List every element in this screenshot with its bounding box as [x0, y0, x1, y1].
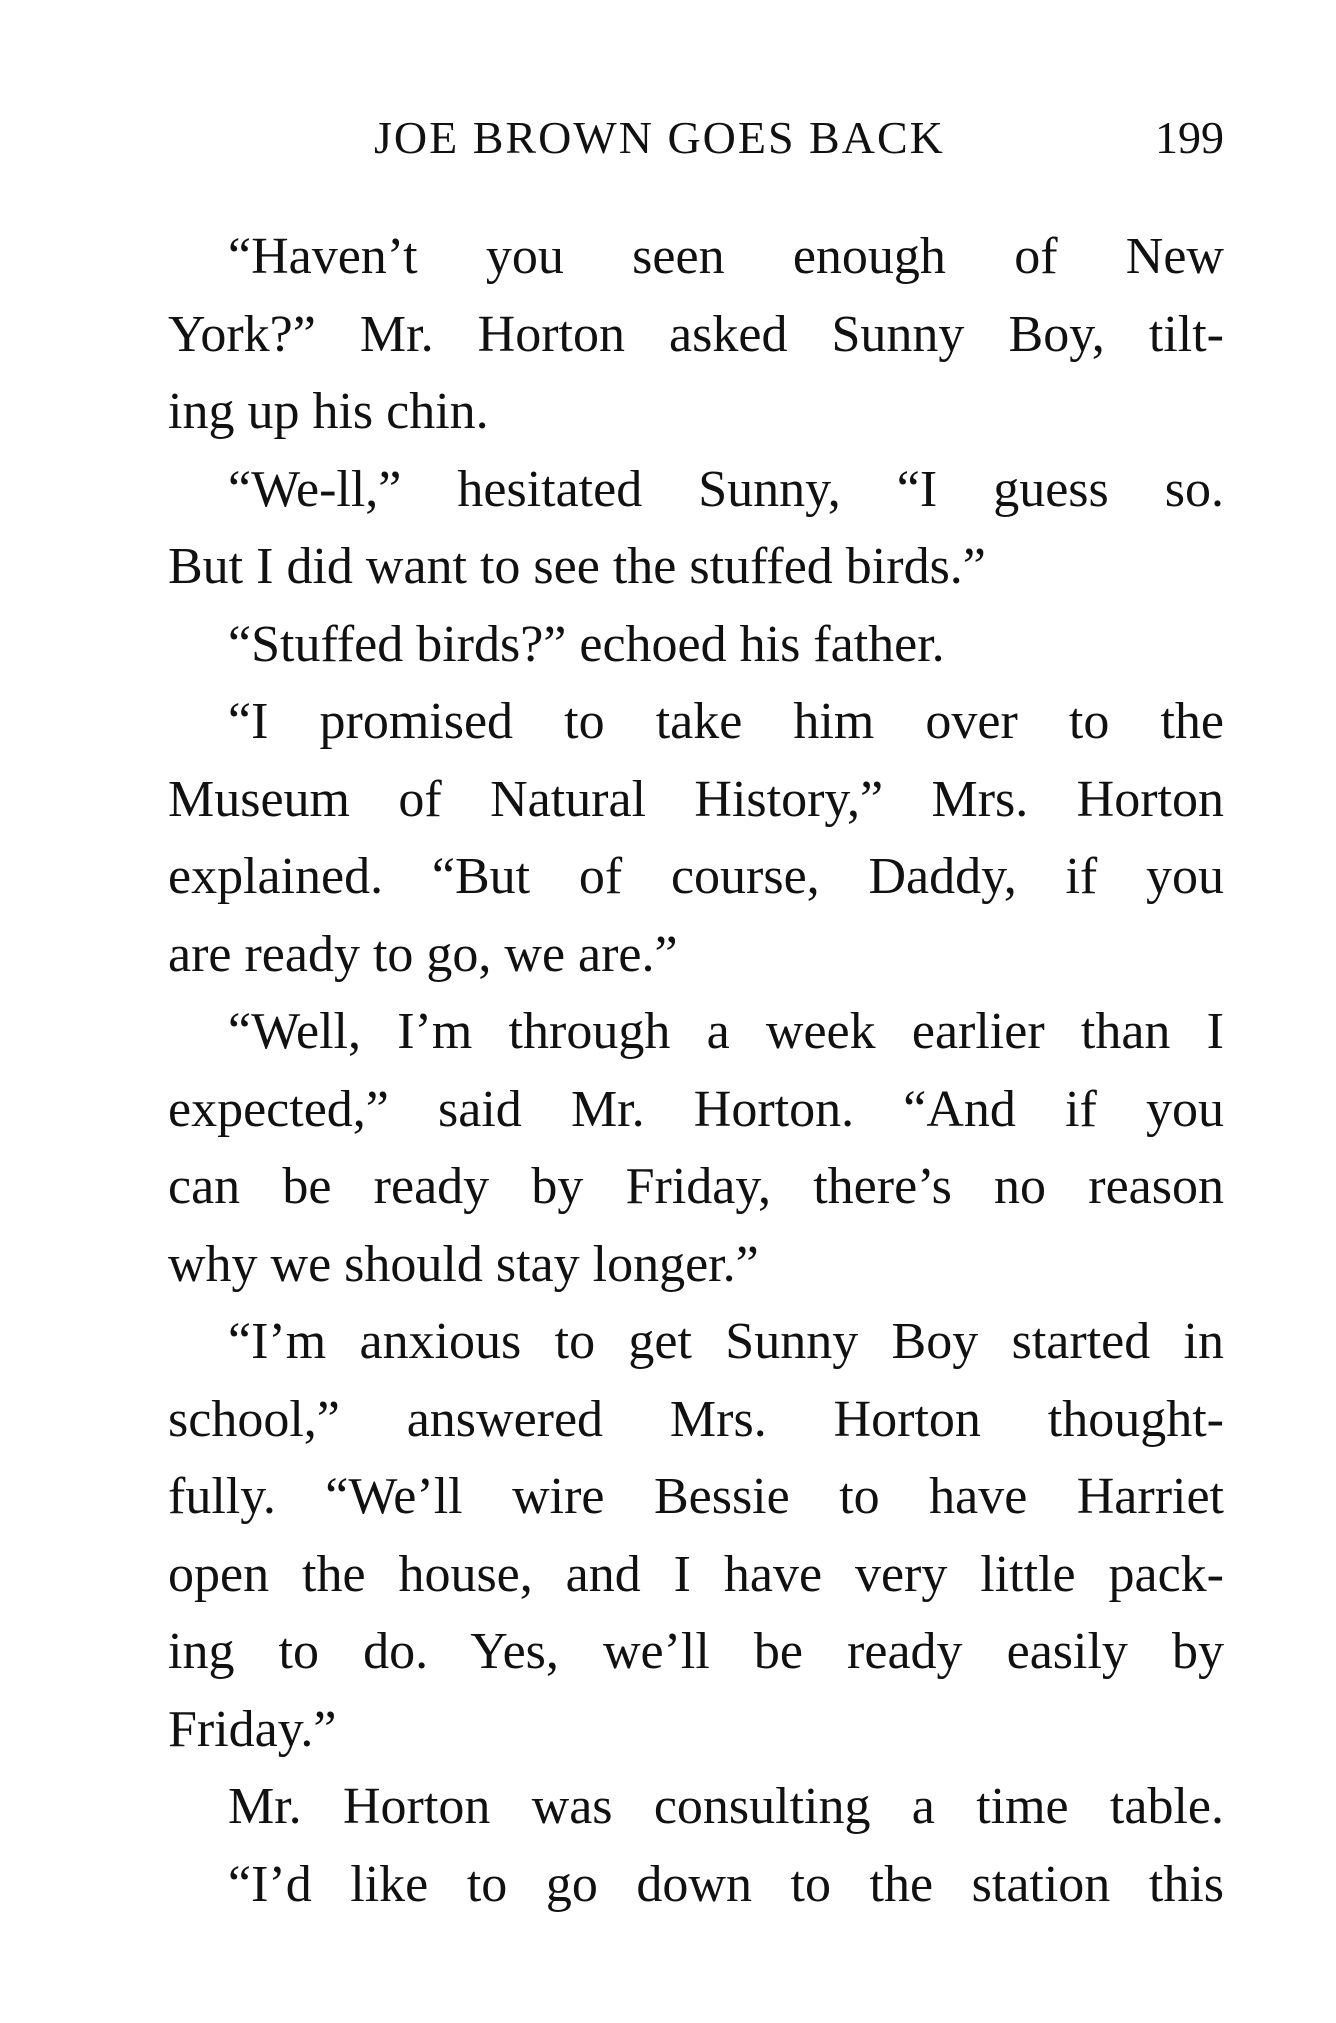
text-line: Mr. Horton was consulting a time table. — [228, 1778, 1224, 1835]
text-line: ing to do. Yes, we’ll be ready easily by — [168, 1623, 1224, 1680]
text-line: Friday.” — [168, 1700, 337, 1758]
text-line: can be ready by Friday, there’s no reason — [168, 1158, 1224, 1215]
text-line: But I did want to see the stuffed birds.” — [168, 538, 986, 595]
text-line: “I’m anxious to get Sunny Boy started in — [228, 1313, 1224, 1370]
text-line: “I promised to take him over to the — [228, 693, 1224, 750]
text-line: school,” answered Mrs. Horton thought- — [168, 1390, 1224, 1448]
page-number: 199 — [1155, 112, 1224, 163]
text-line: York?” Mr. Horton asked Sunny Boy, tilt- — [168, 305, 1224, 363]
body-text — [168, 218, 1224, 1923]
text-line: expected,” said Mr. Horton. “And if you — [168, 1080, 1224, 1138]
text-line: “I’d like to go down to the station this — [228, 1855, 1224, 1913]
text-line: open the house, and I have very little pack- — [168, 1545, 1224, 1603]
text-line: ing up his chin. — [168, 383, 489, 440]
running-title: JOE BROWN GOES BACK — [374, 112, 945, 163]
text-line: “Haven’t you seen enough of New — [228, 228, 1224, 285]
running-head — [168, 108, 1224, 168]
text-line: “Well, I’m through a week earlier than I — [228, 1003, 1224, 1060]
text-line: are ready to go, we are.” — [168, 925, 678, 983]
text-line: “We-ll,” hesitated Sunny, “I guess so. — [228, 460, 1224, 518]
text-line: Museum of Natural History,” Mrs. Horton — [168, 770, 1224, 828]
text-line: why we should stay longer.” — [168, 1235, 759, 1293]
text-line: explained. “But of course, Daddy, if you — [168, 848, 1224, 905]
text-line: “Stuffed birds?” echoed his father. — [228, 615, 945, 673]
text-line: fully. “We’ll wire Bessie to have Harriet — [168, 1468, 1224, 1525]
